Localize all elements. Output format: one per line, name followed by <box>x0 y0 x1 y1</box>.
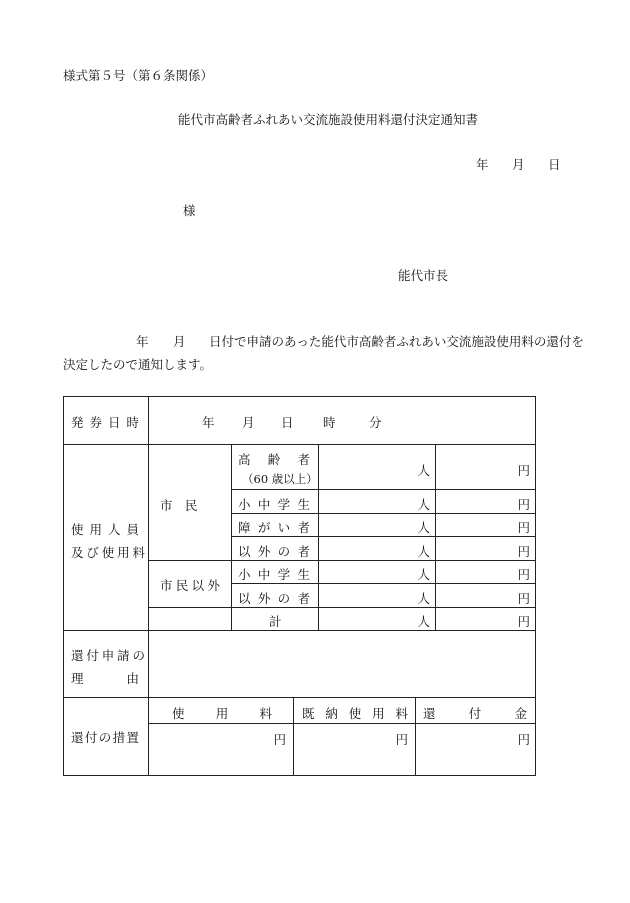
citizen-disabled-yen-unit: 円 <box>517 520 530 535</box>
total-person-unit: 人 <box>417 614 430 629</box>
paid-fee-yen-unit: 円 <box>395 732 408 747</box>
noncitizen-others-yen-unit: 円 <box>517 591 530 606</box>
issuer-name: 能代市長 <box>398 268 449 283</box>
users-label-line1: 使 用 人 員 <box>71 522 139 537</box>
recipient-honorific: 様 <box>183 203 196 218</box>
body-line1-text: 日付で申請のあった能代市高齢者ふれあい交流施設使用料の還付を <box>209 334 584 349</box>
refund-reason-label-line1: 還 付 申 請 の <box>71 648 145 663</box>
citizen-others-label: 以 外 の 者 <box>238 544 310 559</box>
usage-fee-column-header: 使 用 料 <box>172 706 272 721</box>
issue-hour-unit: 時 <box>323 415 336 430</box>
noncitizen-student-yen-unit: 円 <box>517 567 530 582</box>
issue-date-label: 発 券 日 時 <box>71 415 139 430</box>
citizen-disabled-label: 障 が い 者 <box>238 520 310 535</box>
header-date-year: 年 <box>476 157 489 172</box>
noncitizen-student-person-unit: 人 <box>417 567 430 582</box>
elderly-age-note: （60 歳以上） <box>242 472 318 486</box>
body-year: 年 <box>136 334 149 349</box>
citizen-others-yen-unit: 円 <box>517 544 530 559</box>
total-yen-unit: 円 <box>517 614 530 629</box>
elderly-yen-unit: 円 <box>517 463 530 478</box>
header-date-day: 日 <box>548 157 561 172</box>
non-citizen-group-label: 市 民 以 外 <box>160 578 220 593</box>
refund-action-label: 還 付 の 措 置 <box>71 730 139 745</box>
citizen-student-person-unit: 人 <box>417 497 430 512</box>
issue-minute-unit: 分 <box>369 415 382 430</box>
header-date-month: 月 <box>512 157 525 172</box>
elderly-label: 高 齢 者 <box>238 452 310 467</box>
refund-reason-label-line2: 理 由 <box>71 671 139 686</box>
citizen-others-person-unit: 人 <box>417 544 430 559</box>
issue-day-unit: 日 <box>281 415 294 430</box>
citizen-disabled-person-unit: 人 <box>417 520 430 535</box>
refund-amount-yen-unit: 円 <box>517 732 530 747</box>
body-month: 月 <box>173 334 186 349</box>
noncitizen-others-person-unit: 人 <box>417 591 430 606</box>
citizen-student-yen-unit: 円 <box>517 497 530 512</box>
citizen-group-label: 市 民 <box>160 498 198 513</box>
noncitizen-others-label: 以 外 の 者 <box>238 591 310 606</box>
refund-detail-table <box>63 396 536 776</box>
issue-month-unit: 月 <box>242 415 255 430</box>
issue-year-unit: 年 <box>202 415 215 430</box>
body-line2-text: 決定したので通知します。 <box>63 357 213 372</box>
elderly-person-unit: 人 <box>417 463 430 478</box>
total-label: 計 <box>269 614 282 629</box>
paid-fee-column-header: 既 納 使 用 料 <box>302 706 408 721</box>
refund-amount-column-header: 還 付 金 <box>423 706 527 721</box>
users-label-line2: 及 び 使 用 料 <box>71 545 145 560</box>
citizen-student-label: 小 中 学 生 <box>238 497 310 512</box>
usage-fee-yen-unit: 円 <box>273 732 286 747</box>
document-title: 能代市高齢者ふれあい交流施設使用料還付決定通知書 <box>178 112 479 127</box>
noncitizen-student-label: 小 中 学 生 <box>238 567 310 582</box>
form-number: 様式第５号（第６条関係） <box>63 68 214 83</box>
